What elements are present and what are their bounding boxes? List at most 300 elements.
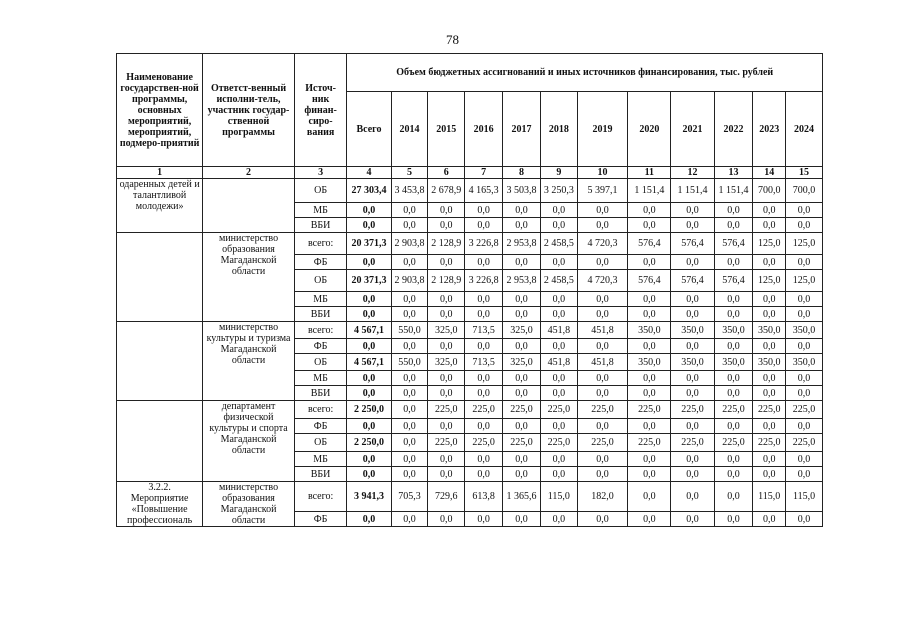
program-name-cell — [117, 401, 203, 482]
year-value-cell: 0,0 — [714, 419, 753, 434]
year-value-cell: 0,0 — [786, 452, 823, 467]
funding-source-cell: ВБИ — [294, 467, 347, 482]
year-value-cell: 451,8 — [540, 354, 577, 371]
total-value-cell: 0,0 — [347, 307, 391, 322]
year-value-cell: 0,0 — [753, 292, 786, 307]
funding-source-cell: ОБ — [294, 179, 347, 203]
year-value-cell: 2 678,9 — [428, 179, 465, 203]
page-number: 78 — [446, 32, 459, 47]
year-value-cell: 0,0 — [503, 467, 541, 482]
year-value-cell: 0,0 — [714, 482, 753, 512]
funding-source-cell: всего: — [294, 401, 347, 419]
year-value-cell: 0,0 — [428, 218, 465, 233]
year-value-cell: 0,0 — [391, 292, 428, 307]
year-value-cell: 0,0 — [753, 218, 786, 233]
year-value-cell: 0,0 — [428, 386, 465, 401]
year-value-cell: 0,0 — [465, 371, 503, 386]
year-value-cell: 225,0 — [540, 401, 577, 419]
year-value-cell: 0,0 — [428, 203, 465, 218]
year-value-cell: 0,0 — [391, 307, 428, 322]
year-value-cell: 0,0 — [714, 452, 753, 467]
table-row — [117, 322, 823, 339]
year-value-cell: 350,0 — [753, 354, 786, 371]
total-value-cell: 27 303,4 — [347, 179, 391, 203]
year-value-cell: 0,0 — [714, 371, 753, 386]
year-value-cell: 0,0 — [786, 203, 823, 218]
year-value-cell: 0,0 — [628, 307, 671, 322]
year-value-cell: 0,0 — [503, 452, 541, 467]
year-value-cell: 2 903,8 — [391, 233, 428, 255]
year-value-cell: 225,0 — [465, 401, 503, 419]
header-year: 2015 — [428, 92, 465, 167]
year-value-cell: 0,0 — [577, 339, 628, 354]
funding-source-cell: МБ — [294, 371, 347, 386]
year-value-cell: 0,0 — [753, 203, 786, 218]
total-value-cell: 0,0 — [347, 255, 391, 270]
year-value-cell: 0,0 — [391, 255, 428, 270]
year-value-cell: 0,0 — [577, 467, 628, 482]
column-number: 7 — [465, 167, 503, 179]
year-value-cell: 0,0 — [577, 255, 628, 270]
year-value-cell: 0,0 — [577, 292, 628, 307]
year-value-cell: 0,0 — [671, 307, 714, 322]
year-value-cell: 0,0 — [577, 218, 628, 233]
column-number-row — [117, 167, 823, 179]
year-value-cell: 0,0 — [714, 255, 753, 270]
total-value-cell: 20 371,3 — [347, 233, 391, 255]
year-value-cell: 0,0 — [465, 512, 503, 527]
year-value-cell: 225,0 — [503, 401, 541, 419]
year-value-cell: 125,0 — [753, 233, 786, 255]
year-value-cell: 0,0 — [577, 419, 628, 434]
year-value-cell: 0,0 — [753, 512, 786, 527]
year-value-cell: 0,0 — [753, 307, 786, 322]
year-value-cell: 2 458,5 — [540, 270, 577, 292]
year-value-cell: 0,0 — [786, 467, 823, 482]
funding-source-cell: всего: — [294, 233, 347, 255]
column-number: 11 — [628, 167, 671, 179]
year-value-cell: 0,0 — [428, 467, 465, 482]
year-value-cell: 350,0 — [786, 322, 823, 339]
total-value-cell: 3 941,3 — [347, 482, 391, 512]
header-year: 2021 — [671, 92, 714, 167]
header-year: 2014 — [391, 92, 428, 167]
funding-source-cell: всего: — [294, 322, 347, 339]
year-value-cell: 225,0 — [577, 434, 628, 452]
total-value-cell: 0,0 — [347, 386, 391, 401]
year-value-cell: 550,0 — [391, 322, 428, 339]
year-value-cell: 0,0 — [391, 467, 428, 482]
year-value-cell: 0,0 — [628, 482, 671, 512]
year-value-cell: 0,0 — [714, 203, 753, 218]
year-value-cell: 3 250,3 — [540, 179, 577, 203]
year-value-cell: 0,0 — [540, 452, 577, 467]
year-value-cell: 550,0 — [391, 354, 428, 371]
year-value-cell: 0,0 — [753, 452, 786, 467]
year-value-cell: 0,0 — [714, 292, 753, 307]
year-value-cell: 2 458,5 — [540, 233, 577, 255]
year-value-cell: 613,8 — [465, 482, 503, 512]
year-value-cell: 2 903,8 — [391, 270, 428, 292]
year-value-cell: 0,0 — [465, 419, 503, 434]
year-value-cell: 0,0 — [753, 255, 786, 270]
year-value-cell: 0,0 — [671, 218, 714, 233]
year-value-cell: 0,0 — [428, 452, 465, 467]
header-year: 2017 — [503, 92, 541, 167]
funding-source-cell: ВБИ — [294, 307, 347, 322]
funding-source-cell: МБ — [294, 292, 347, 307]
responsible-cell: министерство культуры и туризма Магаданской области — [203, 322, 295, 401]
year-value-cell: 0,0 — [671, 292, 714, 307]
year-value-cell: 225,0 — [503, 434, 541, 452]
header-source: Источ-ник финан-сиро-вания — [294, 54, 347, 167]
total-value-cell: 0,0 — [347, 467, 391, 482]
year-value-cell: 0,0 — [577, 386, 628, 401]
year-value-cell: 0,0 — [465, 339, 503, 354]
year-value-cell: 576,4 — [671, 270, 714, 292]
year-value-cell: 0,0 — [786, 386, 823, 401]
column-number: 4 — [347, 167, 391, 179]
year-value-cell: 576,4 — [714, 233, 753, 255]
responsible-cell: министерство образования Магаданской области — [203, 482, 295, 527]
year-value-cell: 0,0 — [628, 203, 671, 218]
year-value-cell: 0,0 — [577, 307, 628, 322]
year-value-cell: 0,0 — [671, 386, 714, 401]
year-value-cell: 0,0 — [577, 203, 628, 218]
responsible-cell — [203, 179, 295, 233]
responsible-cell: департамент физической культуры и спорта Магаданской области — [203, 401, 295, 482]
year-value-cell: 325,0 — [428, 354, 465, 371]
funding-source-cell: ВБИ — [294, 218, 347, 233]
year-value-cell: 225,0 — [628, 434, 671, 452]
year-value-cell: 0,0 — [786, 292, 823, 307]
year-value-cell: 225,0 — [540, 434, 577, 452]
year-value-cell: 0,0 — [391, 419, 428, 434]
year-value-cell: 3 503,8 — [503, 179, 541, 203]
year-value-cell: 0,0 — [428, 371, 465, 386]
total-value-cell: 0,0 — [347, 371, 391, 386]
year-value-cell: 3 226,8 — [465, 233, 503, 255]
column-number: 12 — [671, 167, 714, 179]
year-value-cell: 2 128,9 — [428, 233, 465, 255]
year-value-cell: 576,4 — [671, 233, 714, 255]
year-value-cell: 0,0 — [540, 255, 577, 270]
column-number: 10 — [577, 167, 628, 179]
year-value-cell: 225,0 — [786, 434, 823, 452]
year-value-cell: 0,0 — [628, 467, 671, 482]
year-value-cell: 225,0 — [465, 434, 503, 452]
header-year: 2024 — [786, 92, 823, 167]
year-value-cell: 4 165,3 — [465, 179, 503, 203]
year-value-cell: 115,0 — [753, 482, 786, 512]
header-year: 2020 — [628, 92, 671, 167]
funding-source-cell: ФБ — [294, 419, 347, 434]
year-value-cell: 0,0 — [503, 419, 541, 434]
year-value-cell: 0,0 — [391, 386, 428, 401]
year-value-cell: 0,0 — [753, 467, 786, 482]
year-value-cell: 0,0 — [391, 434, 428, 452]
column-number: 6 — [428, 167, 465, 179]
year-value-cell: 713,5 — [465, 354, 503, 371]
year-value-cell: 225,0 — [714, 434, 753, 452]
year-value-cell: 0,0 — [428, 292, 465, 307]
year-value-cell: 451,8 — [577, 322, 628, 339]
year-value-cell: 700,0 — [753, 179, 786, 203]
year-value-cell: 576,4 — [628, 270, 671, 292]
year-value-cell: 0,0 — [671, 512, 714, 527]
total-value-cell: 0,0 — [347, 452, 391, 467]
funding-source-cell: ОБ — [294, 270, 347, 292]
year-value-cell: 0,0 — [503, 218, 541, 233]
funding-source-cell: МБ — [294, 452, 347, 467]
year-value-cell: 1 151,4 — [671, 179, 714, 203]
year-value-cell: 0,0 — [503, 255, 541, 270]
year-value-cell: 3 226,8 — [465, 270, 503, 292]
year-value-cell: 0,0 — [503, 371, 541, 386]
year-value-cell: 0,0 — [577, 512, 628, 527]
year-value-cell: 0,0 — [391, 452, 428, 467]
year-value-cell: 225,0 — [753, 434, 786, 452]
program-name-cell — [117, 233, 203, 322]
year-value-cell: 0,0 — [577, 452, 628, 467]
column-number: 15 — [786, 167, 823, 179]
program-name-cell — [117, 322, 203, 401]
year-value-cell: 713,5 — [465, 322, 503, 339]
responsible-cell: министерство образования Магаданской области — [203, 233, 295, 322]
total-value-cell: 0,0 — [347, 512, 391, 527]
total-value-cell: 0,0 — [347, 203, 391, 218]
year-value-cell: 0,0 — [786, 339, 823, 354]
year-value-cell: 2 128,9 — [428, 270, 465, 292]
total-value-cell: 2 250,0 — [347, 401, 391, 419]
year-value-cell: 350,0 — [714, 322, 753, 339]
year-value-cell: 115,0 — [786, 482, 823, 512]
year-value-cell: 0,0 — [786, 419, 823, 434]
year-value-cell: 0,0 — [465, 467, 503, 482]
year-value-cell: 0,0 — [428, 339, 465, 354]
year-value-cell: 0,0 — [577, 371, 628, 386]
year-value-cell: 0,0 — [671, 482, 714, 512]
year-value-cell: 0,0 — [671, 452, 714, 467]
year-value-cell: 350,0 — [714, 354, 753, 371]
total-value-cell: 4 567,1 — [347, 322, 391, 339]
year-value-cell: 2 953,8 — [503, 233, 541, 255]
funding-source-cell: ФБ — [294, 512, 347, 527]
year-value-cell: 225,0 — [671, 434, 714, 452]
header-total: Всего — [347, 92, 391, 167]
column-number: 2 — [203, 167, 295, 179]
year-value-cell: 1 151,4 — [714, 179, 753, 203]
header-volume: Объем бюджетных ассигнований и иных источников финансирования, тыс. рублей — [347, 54, 823, 92]
year-value-cell: 3 453,8 — [391, 179, 428, 203]
year-value-cell: 0,0 — [786, 512, 823, 527]
year-value-cell: 0,0 — [465, 255, 503, 270]
year-value-cell: 5 397,1 — [577, 179, 628, 203]
year-value-cell: 0,0 — [428, 419, 465, 434]
year-value-cell: 0,0 — [753, 419, 786, 434]
year-value-cell: 0,0 — [714, 386, 753, 401]
header-responsible: Ответст-венный исполни-тель, участник государ-ственной программы — [203, 54, 295, 167]
year-value-cell: 0,0 — [540, 467, 577, 482]
budget-table — [116, 53, 823, 527]
total-value-cell: 0,0 — [347, 419, 391, 434]
table-row — [117, 482, 823, 512]
year-value-cell: 0,0 — [628, 452, 671, 467]
year-value-cell: 0,0 — [671, 339, 714, 354]
year-value-cell: 125,0 — [786, 270, 823, 292]
year-value-cell: 0,0 — [503, 386, 541, 401]
year-value-cell: 225,0 — [753, 401, 786, 419]
total-value-cell: 2 250,0 — [347, 434, 391, 452]
funding-source-cell: ВБИ — [294, 386, 347, 401]
year-value-cell: 350,0 — [671, 354, 714, 371]
year-value-cell: 729,6 — [428, 482, 465, 512]
year-value-cell: 182,0 — [577, 482, 628, 512]
header-year: 2018 — [540, 92, 577, 167]
year-value-cell: 0,0 — [786, 218, 823, 233]
year-value-cell: 225,0 — [786, 401, 823, 419]
year-value-cell: 0,0 — [753, 339, 786, 354]
year-value-cell: 0,0 — [671, 419, 714, 434]
year-value-cell: 0,0 — [786, 371, 823, 386]
year-value-cell: 0,0 — [714, 512, 753, 527]
year-value-cell: 0,0 — [753, 386, 786, 401]
column-number: 5 — [391, 167, 428, 179]
year-value-cell: 700,0 — [786, 179, 823, 203]
year-value-cell: 0,0 — [428, 255, 465, 270]
year-value-cell: 576,4 — [714, 270, 753, 292]
year-value-cell: 350,0 — [786, 354, 823, 371]
year-value-cell: 2 953,8 — [503, 270, 541, 292]
column-number: 3 — [294, 167, 347, 179]
column-number: 14 — [753, 167, 786, 179]
year-value-cell: 0,0 — [540, 512, 577, 527]
year-value-cell: 0,0 — [391, 339, 428, 354]
year-value-cell: 0,0 — [428, 307, 465, 322]
funding-source-cell: ОБ — [294, 434, 347, 452]
header-year: 2023 — [753, 92, 786, 167]
year-value-cell: 0,0 — [465, 203, 503, 218]
total-value-cell: 4 567,1 — [347, 354, 391, 371]
funding-source-cell: МБ — [294, 203, 347, 218]
total-value-cell: 0,0 — [347, 292, 391, 307]
year-value-cell: 350,0 — [671, 322, 714, 339]
year-value-cell: 0,0 — [465, 218, 503, 233]
year-value-cell: 125,0 — [753, 270, 786, 292]
year-value-cell: 451,8 — [540, 322, 577, 339]
total-value-cell: 0,0 — [347, 218, 391, 233]
year-value-cell: 0,0 — [465, 292, 503, 307]
year-value-cell: 225,0 — [671, 401, 714, 419]
table-body — [117, 167, 823, 527]
table-row — [117, 401, 823, 419]
funding-source-cell: ФБ — [294, 339, 347, 354]
year-value-cell: 0,0 — [503, 512, 541, 527]
year-value-cell: 0,0 — [714, 218, 753, 233]
column-number: 1 — [117, 167, 203, 179]
year-value-cell: 0,0 — [391, 512, 428, 527]
funding-source-cell: всего: — [294, 482, 347, 512]
year-value-cell: 0,0 — [540, 203, 577, 218]
header-year: 2019 — [577, 92, 628, 167]
table-row — [117, 233, 823, 255]
table-row — [117, 179, 823, 203]
year-value-cell: 705,3 — [391, 482, 428, 512]
year-value-cell: 0,0 — [628, 339, 671, 354]
header-year: 2022 — [714, 92, 753, 167]
year-value-cell: 4 720,3 — [577, 270, 628, 292]
year-value-cell: 0,0 — [671, 467, 714, 482]
year-value-cell: 225,0 — [577, 401, 628, 419]
year-value-cell: 0,0 — [391, 371, 428, 386]
year-value-cell: 451,8 — [577, 354, 628, 371]
year-value-cell: 0,0 — [628, 386, 671, 401]
year-value-cell: 1 151,4 — [628, 179, 671, 203]
year-value-cell: 0,0 — [628, 292, 671, 307]
year-value-cell: 0,0 — [465, 386, 503, 401]
year-value-cell: 0,0 — [628, 419, 671, 434]
year-value-cell: 0,0 — [671, 203, 714, 218]
year-value-cell: 0,0 — [540, 339, 577, 354]
year-value-cell: 0,0 — [503, 292, 541, 307]
year-value-cell: 0,0 — [753, 371, 786, 386]
year-value-cell: 0,0 — [786, 255, 823, 270]
year-value-cell: 0,0 — [714, 339, 753, 354]
year-value-cell: 0,0 — [428, 512, 465, 527]
year-value-cell: 0,0 — [540, 386, 577, 401]
year-value-cell: 0,0 — [465, 452, 503, 467]
year-value-cell: 0,0 — [503, 307, 541, 322]
year-value-cell: 0,0 — [391, 203, 428, 218]
year-value-cell: 0,0 — [540, 218, 577, 233]
year-value-cell: 0,0 — [540, 371, 577, 386]
year-value-cell: 225,0 — [428, 434, 465, 452]
year-value-cell: 0,0 — [503, 203, 541, 218]
column-number: 9 — [540, 167, 577, 179]
year-value-cell: 0,0 — [391, 401, 428, 419]
program-name-cell: одаренных детей и талантливой молодежи» — [117, 179, 203, 233]
column-number: 8 — [503, 167, 541, 179]
column-number: 13 — [714, 167, 753, 179]
header-year: 2016 — [465, 92, 503, 167]
year-value-cell: 350,0 — [628, 322, 671, 339]
year-value-cell: 0,0 — [503, 339, 541, 354]
year-value-cell: 0,0 — [540, 292, 577, 307]
header-name: Наименование государствен-ной программы, основных мероприятий, мероприятий, подмеро-приятий — [117, 54, 203, 167]
year-value-cell: 350,0 — [628, 354, 671, 371]
funding-source-cell: ФБ — [294, 255, 347, 270]
year-value-cell: 0,0 — [540, 307, 577, 322]
total-value-cell: 0,0 — [347, 339, 391, 354]
year-value-cell: 0,0 — [628, 255, 671, 270]
year-value-cell: 576,4 — [628, 233, 671, 255]
year-value-cell: 350,0 — [753, 322, 786, 339]
year-value-cell: 225,0 — [628, 401, 671, 419]
year-value-cell: 0,0 — [671, 371, 714, 386]
year-value-cell: 1 365,6 — [503, 482, 541, 512]
year-value-cell: 125,0 — [786, 233, 823, 255]
year-value-cell: 0,0 — [786, 307, 823, 322]
year-value-cell: 225,0 — [428, 401, 465, 419]
year-value-cell: 0,0 — [540, 419, 577, 434]
year-value-cell: 225,0 — [714, 401, 753, 419]
year-value-cell: 4 720,3 — [577, 233, 628, 255]
year-value-cell: 0,0 — [391, 218, 428, 233]
year-value-cell: 0,0 — [628, 512, 671, 527]
year-value-cell: 325,0 — [503, 322, 541, 339]
year-value-cell: 325,0 — [503, 354, 541, 371]
year-value-cell: 0,0 — [628, 218, 671, 233]
